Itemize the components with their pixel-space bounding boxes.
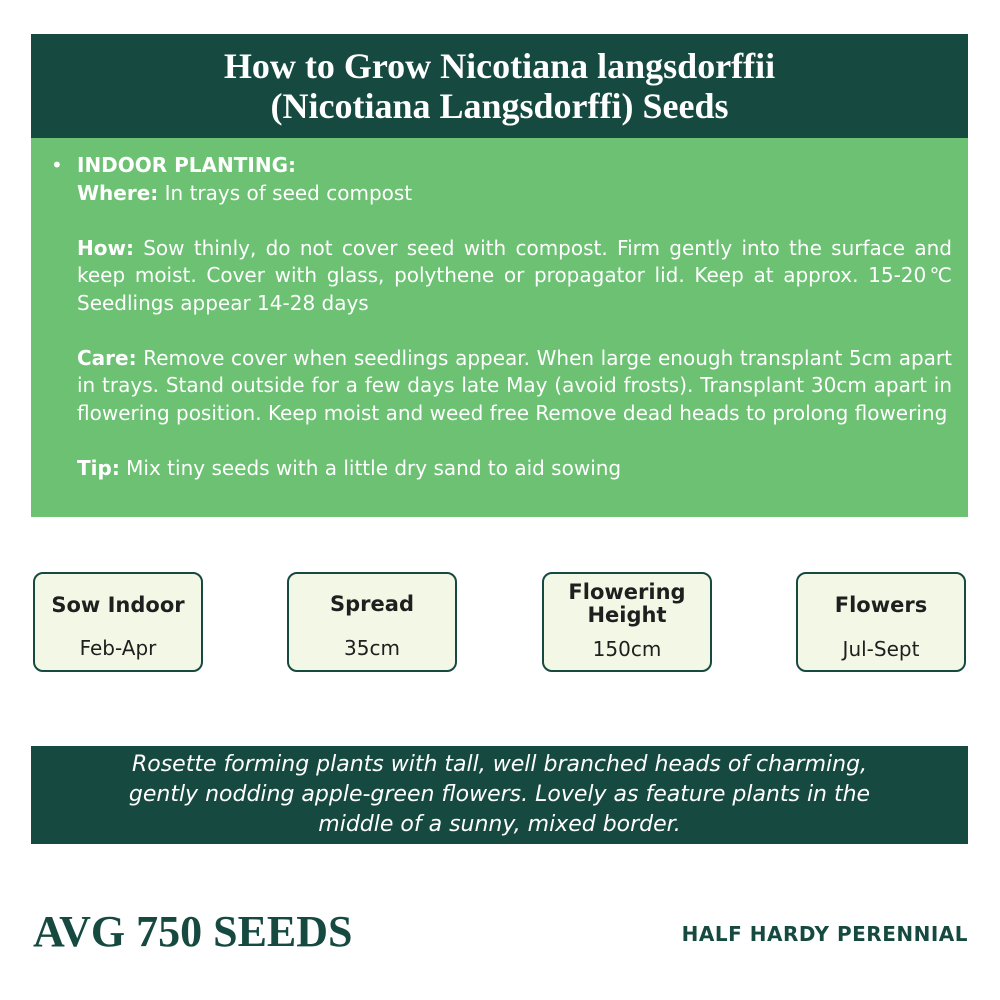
stat-label: Flowers [834,593,928,617]
stat-spread [287,572,457,672]
tip-label: Tip: [77,455,120,480]
how-label: How: [77,235,134,260]
section-title: INDOOR PLANTING: [77,153,297,177]
stat-value: Jul-Sept [842,637,920,661]
stat-flowering-height [542,572,712,672]
stat-label: Spread [330,592,414,616]
stat-label: Sow Indoor [51,593,185,617]
stat-flowers [796,572,966,672]
description-line-3: middle of a sunny, mixed border. [318,812,681,837]
description-line-2: gently nodding apple-green flowers. Lovely as feature plants in the [128,782,871,807]
plant-description [31,746,968,844]
tip-text: Mix tiny seeds with a little dry sand to aid sowing [119,455,622,480]
indoor-planting-panel [31,138,968,517]
plant-type: HALF HARDY PERENNIAL [681,922,968,946]
how-text: Sow thinly, do not cover seed with compost. Firm gently into the surface and keep moist. Cover with glass, polythene or propagator lid. Keep at approx. 15-20℃ Seedlings appear 14-28 days [77,235,952,315]
care-text: Remove cover when seedlings appear. When large enough transplant 5cm apart in trays. Stand outside for a few days late May (avoid frosts). Transplant 30cm apart in flowering position. Keep moist and weed free Remove dead heads to prolong flowering [77,345,952,425]
stat-sow-indoor [33,572,203,672]
where-label: Where: [77,180,159,205]
how-paragraph [77,235,952,318]
stat-label-line-2: Height [587,603,667,627]
title-line-2: (Nicotiana Langsdorffi) Seeds [270,86,729,126]
title-line-1: How to Grow Nicotiana langsdorffii [223,46,776,86]
bullet-icon: • [51,153,63,177]
stat-value: Feb-Apr [79,636,157,660]
care-label: Care: [77,345,137,370]
description-line-1: Rosette forming plants with tall, well branched heads of charming, [131,752,868,777]
stat-value: 35cm [344,636,400,660]
care-paragraph [77,345,952,428]
where-text: In trays of seed compost [158,180,413,205]
tip-paragraph [77,455,952,483]
stat-label-line-1: Flowering [568,580,686,604]
where-paragraph [77,180,952,208]
page-title [31,34,968,138]
stat-value: 150cm [592,637,662,661]
seed-count: AVG 750 SEEDS [33,907,353,956]
